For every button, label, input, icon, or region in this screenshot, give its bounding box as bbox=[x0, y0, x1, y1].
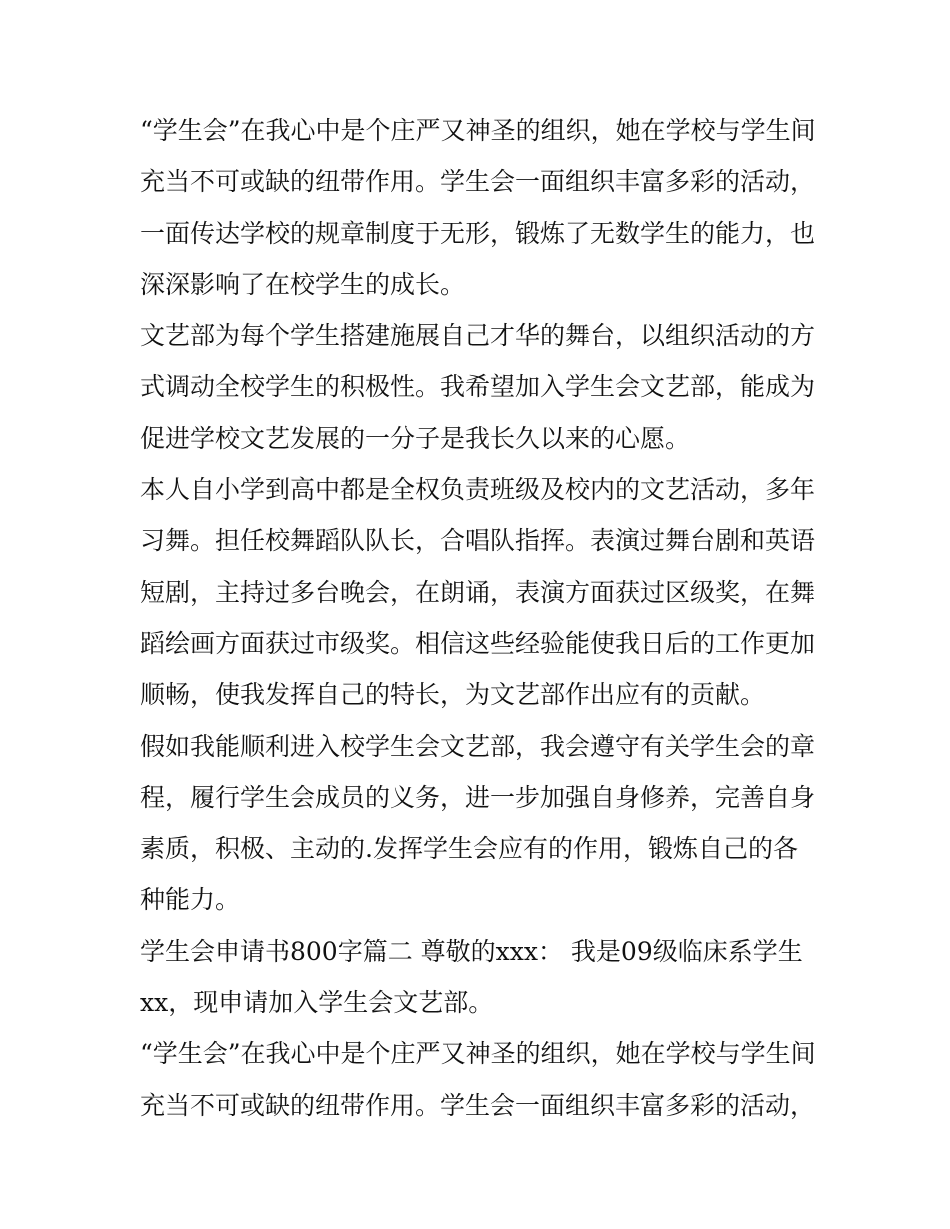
text-line: 种能力。 bbox=[140, 885, 241, 915]
text-line: 充当不可或缺的纽带作用。学生会一面组织丰富多彩的活动， bbox=[140, 167, 816, 197]
text-line: 本人自小学到高中都是全权负责班级及校内的文艺活动，多年 bbox=[140, 475, 816, 505]
text-line: 短剧，主持过多台晚会，在朗诵，表演方面获过区级奖，在舞 bbox=[140, 577, 816, 607]
text-line: 文艺部为每个学生搭建施展自己才华的舞台，以组织活动的方 bbox=[140, 321, 816, 351]
text-line: 充当不可或缺的纽带作用。学生会一面组织丰富多彩的活动， bbox=[140, 1090, 816, 1120]
text-line: 顺畅，使我发挥自己的特长，为文艺部作出应有的贡献。 bbox=[140, 680, 766, 710]
text-line: 一面传达学校的规章制度于无形，锻炼了无数学生的能力，也 bbox=[140, 218, 816, 248]
text-line: 习舞。担任校舞蹈队队长，合唱队指挥。表演过舞台剧和英语 bbox=[140, 526, 816, 556]
text-line: 假如我能顺利进入校学生会文艺部，我会遵守有关学生会的章 bbox=[140, 731, 816, 761]
text-line: “学生会”在我心中是个庄严又神圣的组织，她在学校与学生间 bbox=[140, 1039, 816, 1069]
text-line: 程，履行学生会成员的义务，进一步加强自身修养，完善自身 bbox=[140, 782, 816, 812]
text-line: “学生会”在我心中是个庄严又神圣的组织，她在学校与学生间 bbox=[140, 116, 816, 145]
text-line: 素质，积极、主动的.发挥学生会应有的作用，锻炼自己的各 bbox=[140, 834, 798, 864]
text-line: 深深影响了在校学生的成长。 bbox=[140, 269, 466, 299]
text-line: 学生会申请书800字篇二 尊敬的xxx： 我是09级临床系学生 bbox=[140, 936, 803, 966]
text-line: 促进学校文艺发展的一分子是我长久以来的心愿。 bbox=[140, 423, 691, 453]
text-line: xx，现申请加入学生会文艺部。 bbox=[140, 988, 494, 1018]
body-text bbox=[140, 105, 830, 1131]
text-line: 式调动全校学生的积极性。我希望加入学生会文艺部，能成为 bbox=[140, 372, 816, 402]
text-line: 蹈绘画方面获过市级奖。相信这些经验能使我日后的工作更加 bbox=[140, 628, 816, 658]
